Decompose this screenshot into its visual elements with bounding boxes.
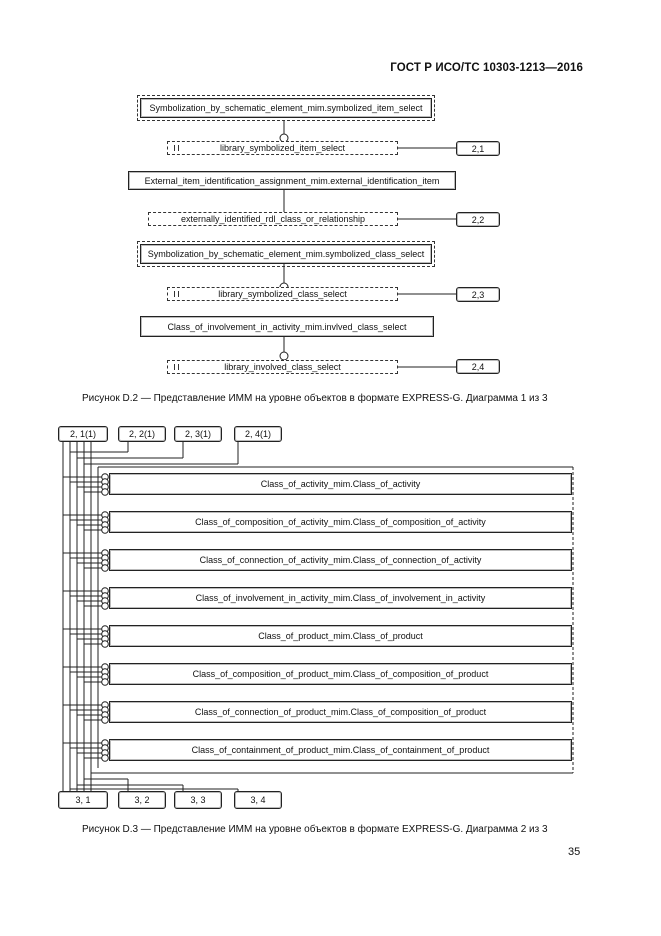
ref-label: 2, 3(1)	[184, 429, 211, 439]
select-label: externally_identified_rdl_class_or_relationship	[180, 214, 366, 224]
relationship-circle-icon	[102, 489, 109, 496]
relationship-circle-icon	[102, 641, 109, 648]
entity-box	[109, 663, 572, 685]
entity-label: Symbolization_by_schematic_element_mim.symbolized_item_select	[149, 103, 423, 113]
entity-box	[109, 511, 572, 533]
ref-label: 3, 3	[190, 795, 206, 805]
entity-label: Class_of_connection_of_product_mim.Class_of_composition_of_product	[194, 707, 487, 717]
entity-label: Class_of_composition_of_product_mim.Class_of_composition_of_product	[192, 669, 489, 679]
ref-label: 2,1	[471, 143, 485, 154]
ref-label: 3, 4	[250, 795, 266, 805]
figure-caption-d2: Рисунок D.2 — Представление ИММ на уровне объектов в формате EXPRESS-G. Диаграмма 1 из 3	[82, 393, 548, 404]
entity-label: Class_of_connection_of_activity_mim.Class_of_connection_of_activity	[199, 555, 482, 565]
relationship-circle-icon	[102, 755, 109, 762]
select-label: library_symbolized_item_select	[219, 143, 346, 153]
entity-label: Class_of_activity_mim.Class_of_activity	[260, 479, 421, 489]
page-ref-3-2	[118, 791, 166, 809]
ref-label: 2, 4(1)	[244, 429, 271, 439]
select-label: library_symbolized_class_select	[218, 289, 347, 299]
entity-box	[109, 473, 572, 495]
page-ref-3-3	[174, 791, 222, 809]
select-label: library_involved_class_select	[224, 362, 341, 372]
ref-label: 2,2	[471, 214, 485, 225]
ref-label: 2,4	[471, 361, 485, 372]
figure-caption-d3: Рисунок D.3 — Представление ИММ на уровне объектов в формате EXPRESS-G. Диаграмма 2 из 3	[82, 824, 548, 835]
entity-label: Class_of_involvement_in_activity_mim.invlved_class_select	[167, 321, 407, 332]
ref-label: 3, 2	[134, 795, 150, 805]
relationship-circle-icon	[102, 527, 109, 534]
entity-box	[109, 587, 572, 609]
entity-label: Symbolization_by_schematic_element_mim.symbolized_class_select	[147, 249, 425, 259]
entity-box	[109, 701, 572, 723]
ref-label: 2,3	[471, 289, 485, 300]
entity-box	[109, 625, 572, 647]
entity-box	[109, 739, 572, 761]
entity-box	[109, 549, 572, 571]
page-ref-3-4	[234, 791, 282, 809]
entity-label: Class_of_containment_of_product_mim.Class_of_containment_of_product	[191, 745, 490, 755]
ref-label: 2, 1(1)	[69, 429, 96, 439]
relationship-circle-icon	[102, 679, 109, 686]
ref-label: 2, 2(1)	[128, 429, 155, 439]
page-ref-3-1	[58, 791, 108, 809]
relationship-circle-icon	[102, 565, 109, 572]
entity-label: Class_of_involvement_in_activity_mim.Class_of_involvement_in_activity	[195, 593, 486, 603]
ref-label: 3, 1	[75, 795, 91, 805]
relationship-circle-icon	[102, 603, 109, 610]
document-code: ГОСТ Р ИСО/ТС 10303-1213—2016	[390, 62, 583, 74]
page-number: 35	[568, 846, 581, 858]
entity-label: Class_of_product_mim.Class_of_product	[258, 631, 423, 641]
relationship-circle-icon	[102, 717, 109, 724]
entity-label: External_item_identification_assignment_mim.external_identification_item	[144, 175, 440, 186]
entity-label: Class_of_composition_of_activity_mim.Class_of_composition_of_activity	[195, 517, 486, 527]
